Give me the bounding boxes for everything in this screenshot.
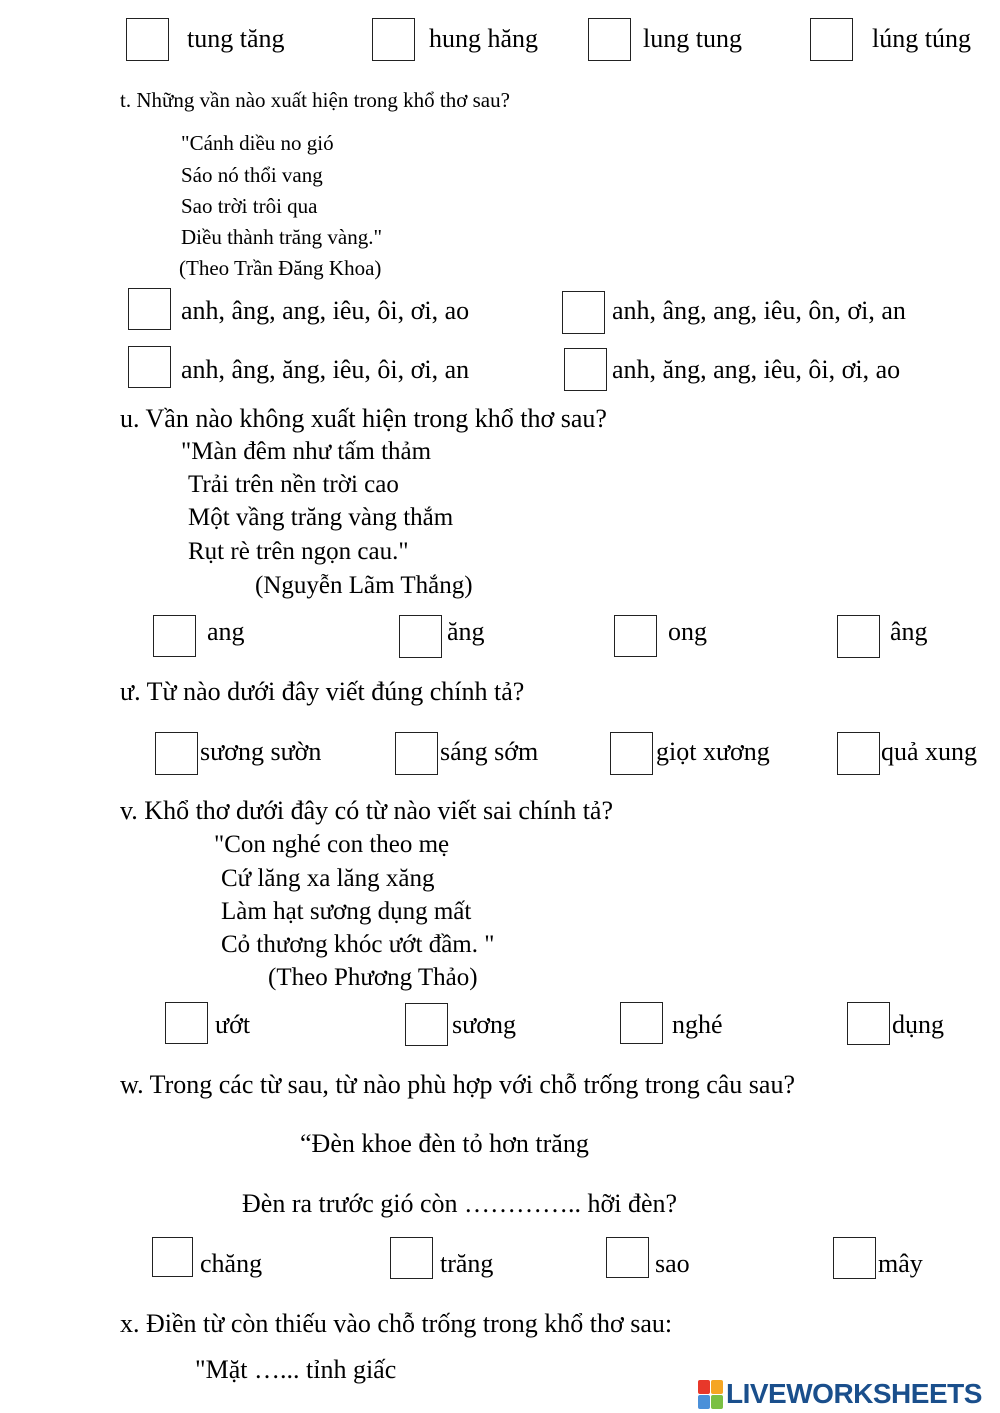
poem-line: Một vầng trăng vàng thắm	[188, 504, 454, 531]
poem-line: Làm hạt sương dụng mất	[221, 898, 472, 925]
answer-checkbox[interactable]	[588, 18, 631, 61]
answer-checkbox[interactable]	[153, 615, 196, 657]
option-label: ăng	[447, 617, 485, 646]
answer-checkbox[interactable]	[564, 348, 607, 391]
poem-line: "Màn đêm như tấm thảm	[181, 438, 432, 465]
sentence-line: “Đèn khoe đèn tỏ hơn trăng	[300, 1129, 589, 1158]
poem-source: (Theo Trần Đăng Khoa)	[179, 256, 382, 280]
question-uw: ư. Từ nào dưới đây viết đúng chính tả?	[120, 677, 525, 706]
poem-line: "Con nghé con theo mẹ	[214, 831, 450, 858]
answer-checkbox[interactable]	[847, 1002, 890, 1045]
question-v: v. Khổ thơ dưới đây có từ nào viết sai chính tả?	[120, 796, 613, 825]
option-label: anh, ăng, ang, iêu, ôi, ơi, ao	[612, 355, 901, 384]
answer-checkbox[interactable]	[390, 1237, 433, 1279]
answer-checkbox[interactable]	[562, 291, 605, 334]
option-label: mây	[878, 1249, 923, 1278]
option-label: ong	[668, 617, 707, 646]
answer-checkbox[interactable]	[405, 1003, 448, 1046]
option-label: dụng	[892, 1010, 944, 1039]
poem-line: Rụt rè trên ngọn cau."	[188, 538, 409, 565]
poem-line: "Cánh diều no gió	[181, 131, 334, 155]
option-label: sáng sớm	[440, 737, 539, 766]
option-label: nghé	[672, 1010, 723, 1039]
option-label: sao	[655, 1249, 690, 1278]
poem-line: "Mặt …... tỉnh giấc	[195, 1355, 397, 1384]
option-label: tung tăng	[187, 24, 285, 53]
answer-checkbox[interactable]	[155, 732, 198, 775]
option-label: quả xung	[881, 737, 978, 766]
liveworksheets-logo	[698, 1377, 982, 1411]
answer-checkbox[interactable]	[395, 732, 438, 775]
poem-line: Sáo nó thổi vang	[181, 163, 323, 187]
logo-mark-icon	[698, 1379, 724, 1409]
question-u: u. Vần nào không xuất hiện trong khổ thơ sau?	[120, 404, 607, 433]
answer-checkbox[interactable]	[837, 615, 880, 658]
option-label: sương sườn	[200, 737, 322, 766]
answer-checkbox[interactable]	[810, 18, 853, 61]
option-label: lung tung	[643, 24, 742, 53]
answer-checkbox[interactable]	[128, 288, 171, 330]
poem-line: Cỏ thương khóc ướt đầm. "	[221, 931, 495, 958]
answer-checkbox[interactable]	[833, 1237, 876, 1279]
sentence-line: Đèn ra trước gió còn ………….. hỡi đèn?	[242, 1189, 678, 1218]
poem-line: Trải trên nền trời cao	[188, 471, 399, 498]
option-label: trăng	[440, 1249, 494, 1278]
answer-checkbox[interactable]	[614, 615, 657, 657]
option-label: ướt	[215, 1010, 251, 1039]
answer-checkbox[interactable]	[128, 346, 171, 388]
poem-line: Diều thành trăng vàng."	[181, 225, 383, 249]
option-label: anh, âng, ăng, iêu, ôi, ơi, an	[181, 355, 470, 384]
poem-line: Cứ lăng xa lăng xăng	[221, 865, 435, 892]
answer-checkbox[interactable]	[152, 1237, 193, 1277]
option-label: lúng túng	[872, 24, 971, 53]
poem-line: Sao trời trôi qua	[181, 194, 318, 218]
option-label: sương	[452, 1010, 516, 1039]
option-label: âng	[890, 617, 928, 646]
answer-checkbox[interactable]	[837, 732, 880, 775]
question-w: w. Trong các từ sau, từ nào phù hợp với chỗ trống trong câu sau?	[120, 1070, 795, 1099]
poem-source: (Theo Phương Thảo)	[268, 964, 478, 991]
option-label: chăng	[200, 1249, 263, 1278]
option-label: anh, âng, ang, iêu, ôn, ơi, an	[612, 296, 906, 325]
answer-checkbox[interactable]	[126, 18, 169, 61]
option-label: ang	[207, 617, 245, 646]
question-x: x. Điền từ còn thiếu vào chỗ trống trong khổ thơ sau:	[120, 1309, 673, 1338]
option-label: anh, âng, ang, iêu, ôi, ơi, ao	[181, 296, 470, 325]
poem-source: (Nguyễn Lãm Thắng)	[255, 572, 473, 599]
answer-checkbox[interactable]	[165, 1002, 208, 1044]
logo-text: LIVEWORKSHEETS	[726, 1378, 982, 1409]
question-t: t. Những vần nào xuất hiện trong khổ thơ sau?	[120, 88, 510, 112]
answer-checkbox[interactable]	[372, 18, 415, 61]
answer-checkbox[interactable]	[606, 1237, 649, 1278]
option-label: hung hăng	[429, 24, 539, 53]
answer-checkbox[interactable]	[610, 732, 653, 775]
answer-checkbox[interactable]	[399, 615, 442, 658]
option-label: giọt xương	[656, 737, 770, 766]
answer-checkbox[interactable]	[620, 1002, 663, 1044]
